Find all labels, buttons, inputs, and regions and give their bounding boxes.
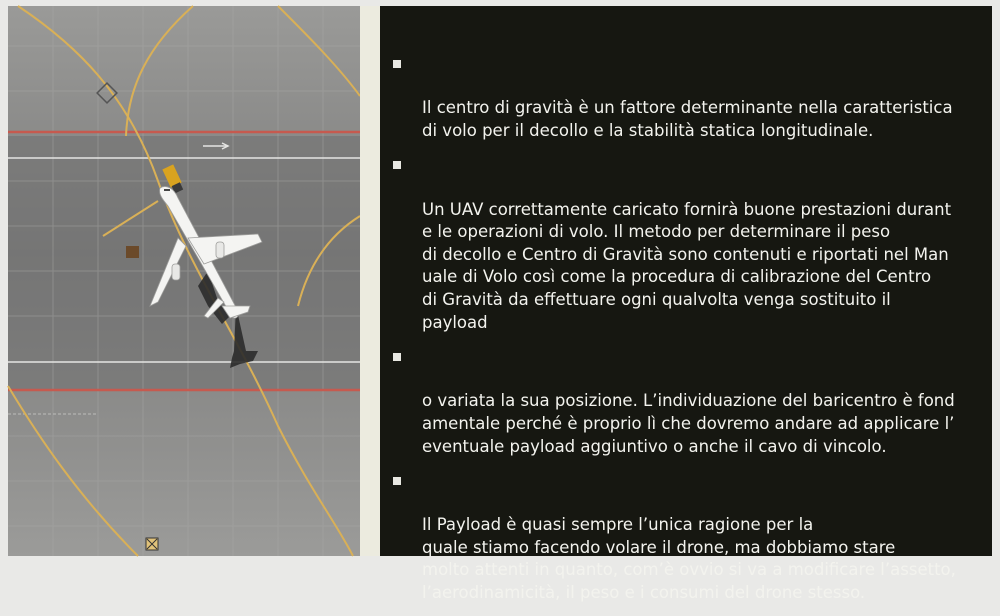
accent-stripe [360,6,380,556]
bullet-item [390,345,980,458]
square-bullet-icon [393,353,401,361]
bullet-text: o variata la sua posizione. L’individuazione del baricentro è fond amentale perché è proprio lì che dovremo andare ad applicare l’ eventuale payload aggiuntivo o anche il cavo di vincolo. [422,391,955,456]
bullet-text: Il centro di gravità è un fattore determinante nella caratteristica di volo per il decollo e la stabilità statica longitudinale. [422,98,953,140]
bullet-text: Un UAV correttamente caricato fornirà buone prestazioni durant e le operazioni di volo. Il metodo per determinare il peso di decollo e Centro di Gravità sono contenuti e riportati nel Man uale di Volo così come la procedura di calibrazione del Centro di Gravità da effettuare ogni qualvolta venga sostituito il payload [422,199,952,332]
airplane-photo-image [8,6,360,556]
slide [8,6,992,603]
square-bullet-icon [393,161,401,169]
bullet-list [390,52,980,605]
bullet-text: Il Payload è quasi sempre l’unica ragione per la quale stiamo facendo volare il drone, ma dobbiamo stare molto attenti in quanto, com’è ovvio si va a modificare l’assetto, l’aerodinamicità, il peso e i consumi del drone stesso. [422,515,956,603]
bullet-item [390,469,980,605]
bullet-item [390,153,980,334]
square-bullet-icon [393,477,401,485]
bullet-item [390,52,980,142]
text-panel [390,52,980,616]
square-bullet-icon [393,60,401,68]
airplane-photo [8,6,360,556]
